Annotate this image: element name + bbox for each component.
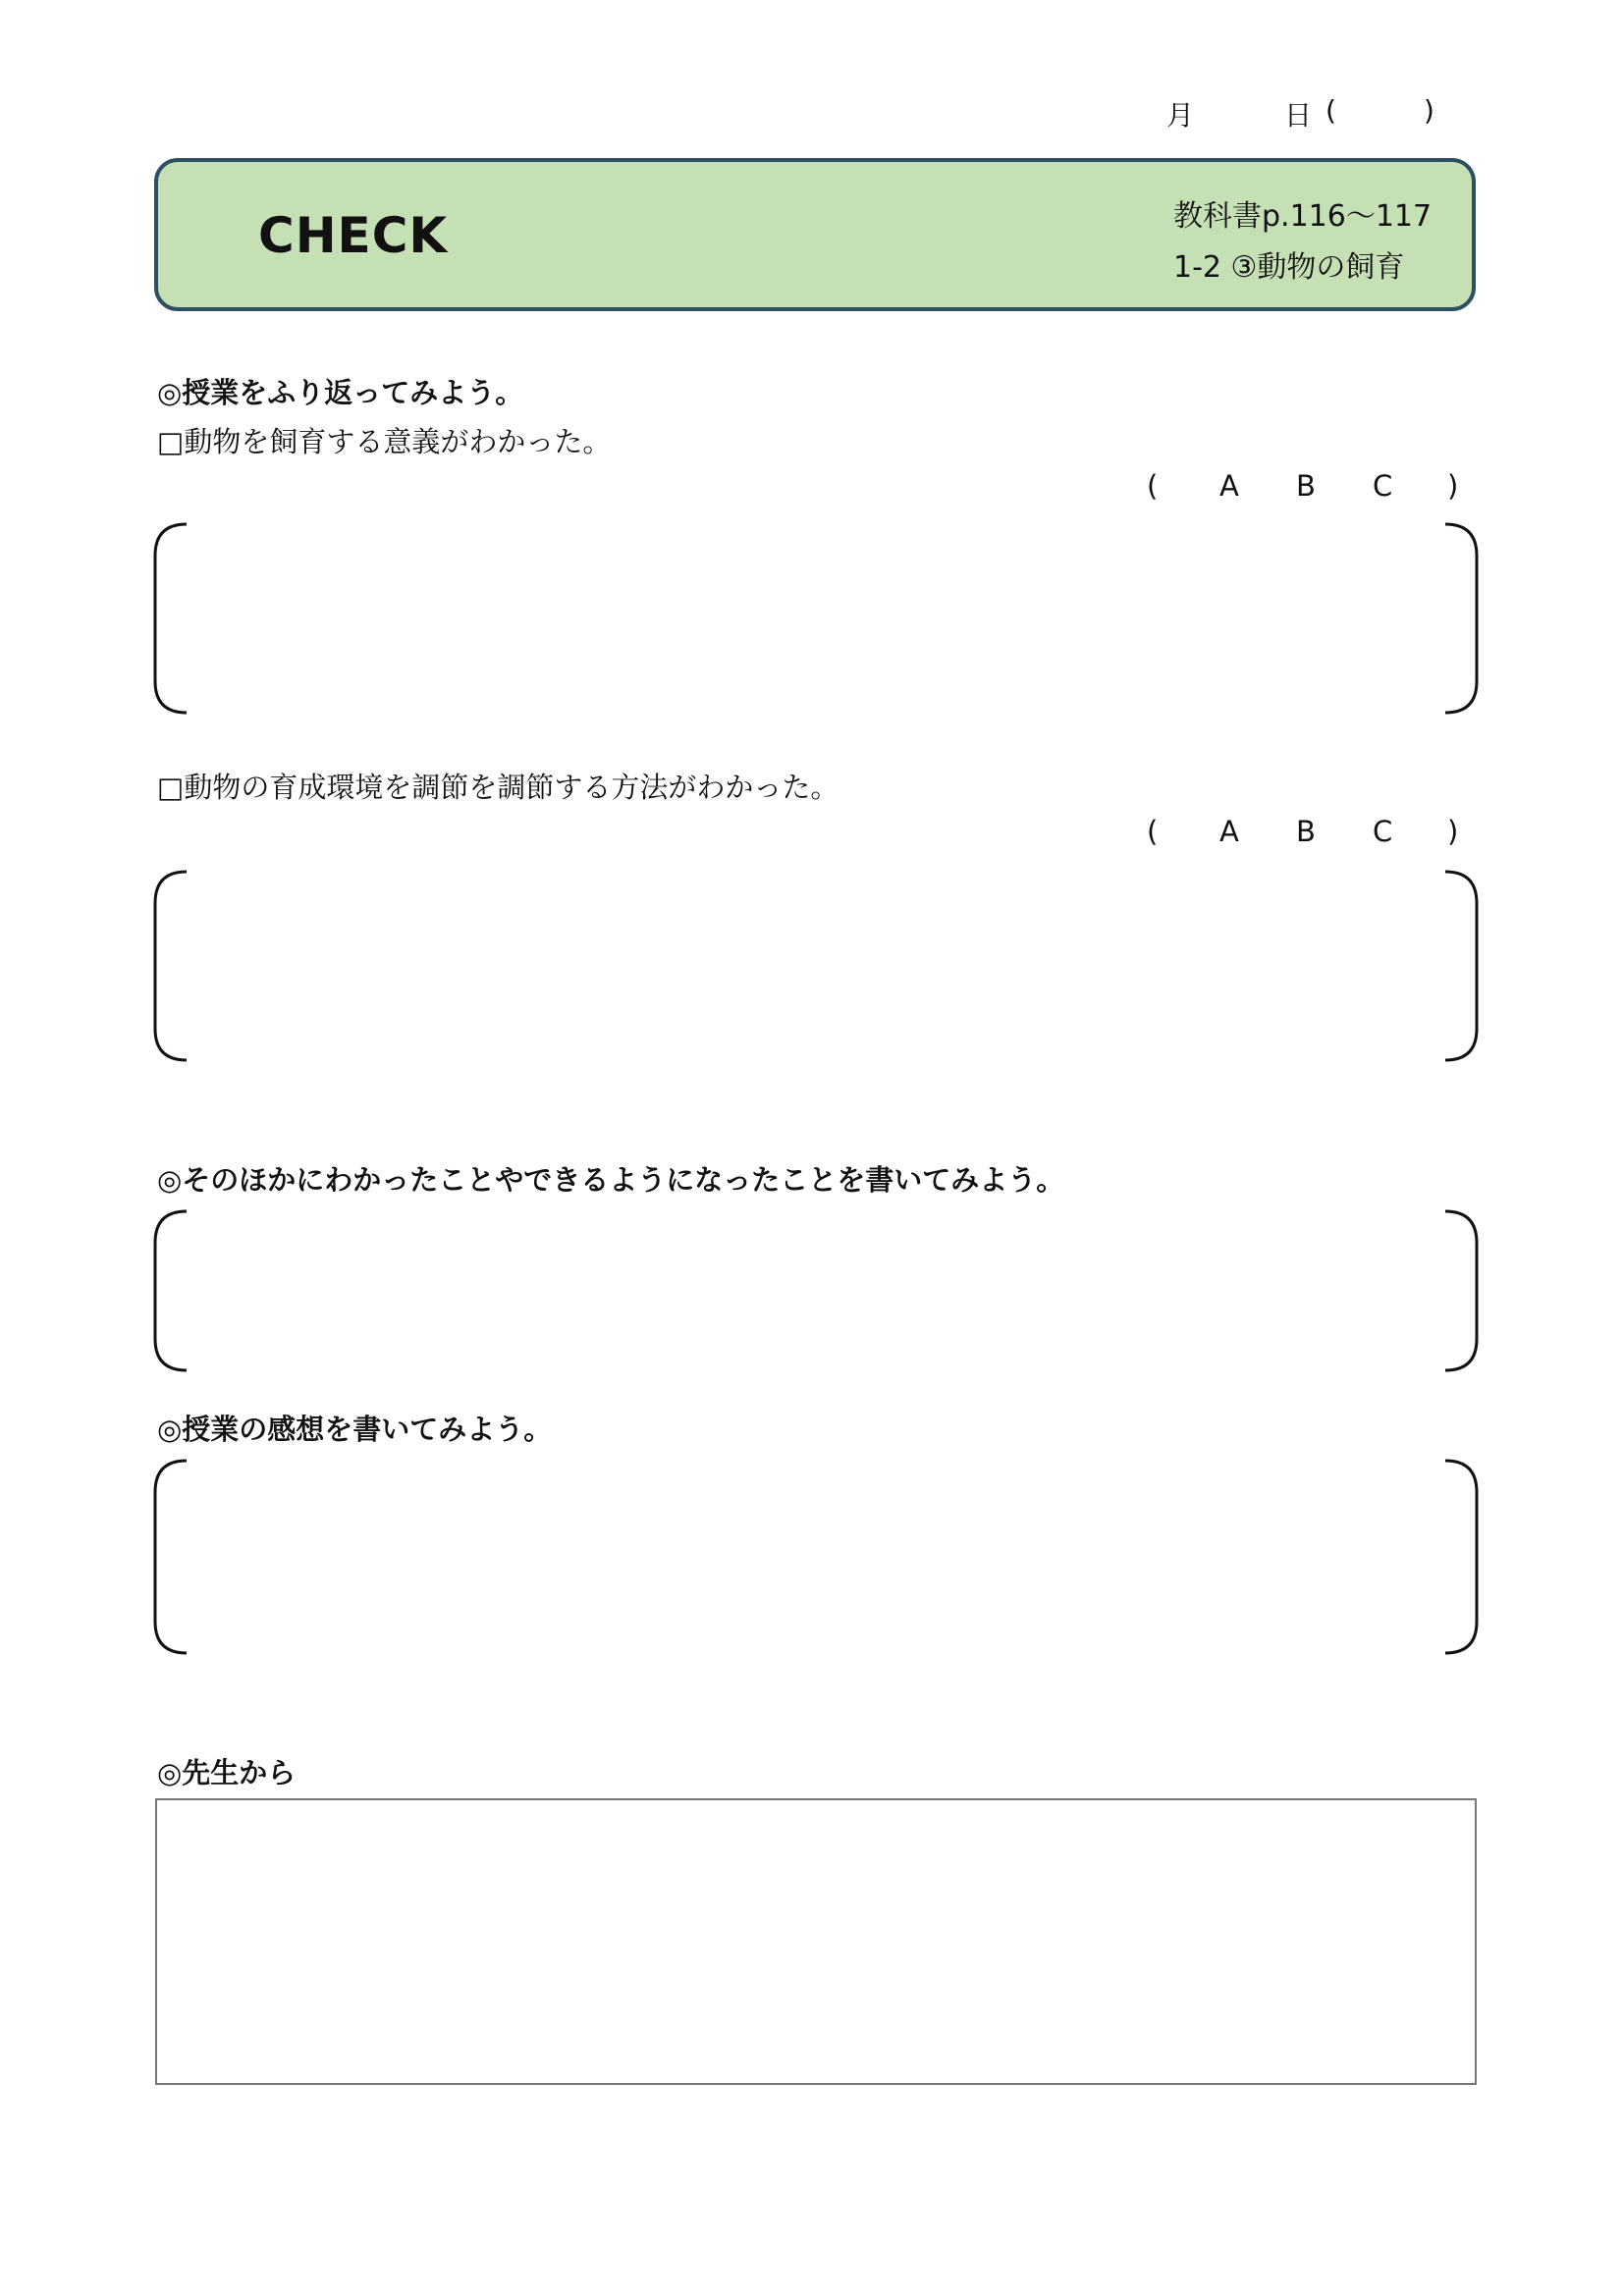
other-learning-box[interactable] bbox=[153, 1209, 1479, 1372]
rating-a[interactable]: A bbox=[1219, 469, 1239, 503]
reflection-item-2 bbox=[157, 766, 839, 806]
rating-paren-close: ) bbox=[1447, 469, 1459, 503]
rating-b[interactable]: B bbox=[1296, 815, 1316, 848]
rating-b[interactable]: B bbox=[1296, 469, 1316, 503]
impressions-title: ◎授業の感想を書いてみよう。 bbox=[157, 1413, 553, 1446]
rating-scale-1 bbox=[0, 469, 1623, 508]
answer-box-2[interactable] bbox=[153, 870, 1479, 1062]
day-label: 日 bbox=[1284, 99, 1313, 132]
date-paren-open: ( bbox=[1325, 94, 1336, 127]
header-banner bbox=[154, 158, 1476, 311]
teacher-comment-box bbox=[155, 1798, 1477, 2085]
checkbox-icon[interactable]: □ bbox=[157, 771, 185, 804]
rating-c[interactable]: C bbox=[1373, 815, 1393, 848]
teacher-title: ◎先生から bbox=[157, 1756, 297, 1789]
reflection-item-text: 動物を飼育する意義がわかった。 bbox=[184, 425, 612, 458]
textbook-ref: 教科書p.116～117 bbox=[1173, 199, 1433, 234]
date-line bbox=[0, 94, 1623, 133]
rating-paren-open: ( bbox=[1147, 469, 1159, 503]
lesson-reference bbox=[1173, 191, 1432, 294]
rating-c[interactable]: C bbox=[1373, 469, 1393, 503]
other-learning-title: ◎そのほかにわかったことやできるようになったことを書いてみよう。 bbox=[157, 1163, 1065, 1197]
lesson-label: 1-2 ③動物の飼育 bbox=[1173, 250, 1405, 285]
answer-box-1[interactable] bbox=[153, 522, 1479, 715]
month-label: 月 bbox=[1166, 99, 1195, 132]
rating-a[interactable]: A bbox=[1219, 815, 1239, 848]
rating-scale-2 bbox=[0, 815, 1623, 854]
rating-paren-close: ) bbox=[1447, 815, 1459, 848]
date-paren-close: ) bbox=[1424, 94, 1434, 127]
impressions-box[interactable] bbox=[153, 1459, 1479, 1655]
checkbox-icon[interactable]: □ bbox=[157, 425, 185, 458]
reflection-item-text: 動物の育成環境を調節を調節する方法がわかった。 bbox=[184, 771, 839, 804]
reflection-title: ◎授業をふり返ってみよう。 bbox=[157, 376, 524, 409]
page-title: CHECK bbox=[258, 207, 449, 264]
reflection-item-1 bbox=[157, 420, 611, 460]
rating-paren-open: ( bbox=[1147, 815, 1159, 848]
